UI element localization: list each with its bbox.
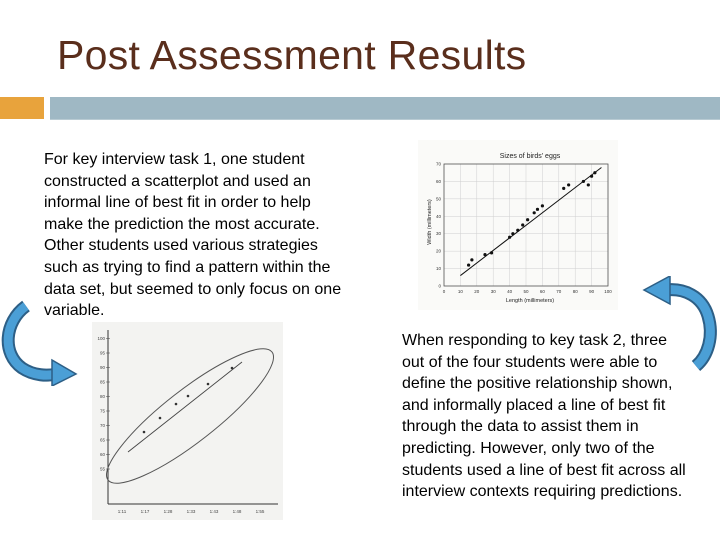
student-y-tick-label: 70 xyxy=(99,423,105,428)
x-tick-label: 20 xyxy=(474,289,480,294)
student-point xyxy=(159,417,162,420)
scatter-point xyxy=(516,229,519,232)
student-scatterplot xyxy=(92,322,283,520)
student-x-tick-label: 1:43 xyxy=(209,509,219,514)
x-tick-label: 40 xyxy=(507,289,513,294)
right-paragraph: When responding to key task 2, three out of the four students were able to define the positive relationship shown, and informally placed a line of best fit through the data to assist them in predicting. However, only two of the students used a line of best fit across all interview contexts requiring predictions. xyxy=(402,332,686,501)
scatter-point xyxy=(567,183,570,186)
student-y-tick-label: 60 xyxy=(99,452,105,457)
slide-title: Post Assessment Results xyxy=(57,32,527,78)
y-tick-label: 30 xyxy=(435,231,441,237)
y-tick-label: 60 xyxy=(435,178,441,184)
student-x-tick-label: 1:11 xyxy=(117,509,127,514)
accent-bar-orange xyxy=(0,97,44,119)
scatter-point xyxy=(470,258,473,261)
student-point xyxy=(175,403,178,406)
student-scatterplot-image xyxy=(92,322,283,520)
x-tick-label: 100 xyxy=(604,289,612,294)
x-tick-label: 80 xyxy=(572,289,578,294)
student-point xyxy=(207,383,210,386)
student-y-tick-label: 75 xyxy=(99,408,105,414)
student-point xyxy=(231,367,234,370)
x-tick-label: 70 xyxy=(556,289,562,294)
scatter-point xyxy=(508,236,511,239)
student-y-tick-label: 55 xyxy=(99,466,105,472)
student-x-tick-label: 1:28 xyxy=(163,509,173,514)
scatter-point xyxy=(533,211,536,214)
student-x-tick-label: 1:55 xyxy=(255,509,265,514)
curved-arrow-left-icon xyxy=(0,296,80,386)
eggs-chart-xlabel: Length (millimeters) xyxy=(505,298,555,304)
x-tick-label: 10 xyxy=(457,289,463,294)
scatter-point xyxy=(536,208,539,211)
y-tick-label: 0 xyxy=(438,283,441,289)
scatter-point xyxy=(521,223,524,226)
scatter-point xyxy=(467,263,470,266)
accent-bar-blue xyxy=(50,97,720,119)
eggs-chart-image xyxy=(418,140,618,310)
accent-bar-divider xyxy=(50,119,720,120)
eggs-chart-title: Sizes of birds' eggs xyxy=(499,153,561,160)
student-x-tick-label: 1:17 xyxy=(140,509,150,514)
scatter-point xyxy=(526,218,529,221)
student-x-tick-label: 1:33 xyxy=(186,509,196,514)
student-x-tick-label: 1:48 xyxy=(232,509,242,514)
student-y-tick-label: 90 xyxy=(99,365,105,370)
scatter-point xyxy=(541,204,544,207)
y-tick-label: 40 xyxy=(435,213,441,219)
scatter-point xyxy=(483,253,486,256)
student-y-tick-label: 100 xyxy=(97,336,105,341)
scatter-point xyxy=(562,187,565,190)
eggs-chart xyxy=(418,140,618,310)
x-tick-label: 60 xyxy=(539,289,545,294)
eggs-chart-ylabel: Width (millimeters) xyxy=(427,199,433,245)
scatter-point xyxy=(511,232,514,235)
y-tick-label: 70 xyxy=(435,161,441,167)
y-tick-label: 50 xyxy=(435,196,441,202)
y-tick-label: 10 xyxy=(435,266,441,272)
student-y-tick-label: 85 xyxy=(99,379,105,385)
left-paragraph: For key interview task 1, one student constructed a scatterplot and used an informal line of best fit in order to help make the prediction the most accurate. Other students used various strategies such as trying to find a pattern within the data set, but seemed to only focus on one variable. xyxy=(44,151,342,320)
x-tick-label: 30 xyxy=(490,289,496,294)
scatter-point xyxy=(582,180,585,183)
x-tick-label: 0 xyxy=(442,289,446,294)
scatter-point xyxy=(587,183,590,186)
x-tick-label: 50 xyxy=(523,289,529,294)
student-point xyxy=(187,395,190,398)
y-tick-label: 20 xyxy=(435,248,441,254)
scatter-point xyxy=(593,171,596,174)
student-y-tick-label: 80 xyxy=(99,394,105,399)
student-y-tick-label: 95 xyxy=(99,350,105,356)
student-point xyxy=(143,431,146,434)
scatter-point xyxy=(590,175,593,178)
curved-arrow-right-icon xyxy=(636,276,720,372)
student-y-tick-label: 65 xyxy=(99,437,105,443)
x-tick-label: 90 xyxy=(589,289,595,294)
scatter-point xyxy=(490,251,493,254)
